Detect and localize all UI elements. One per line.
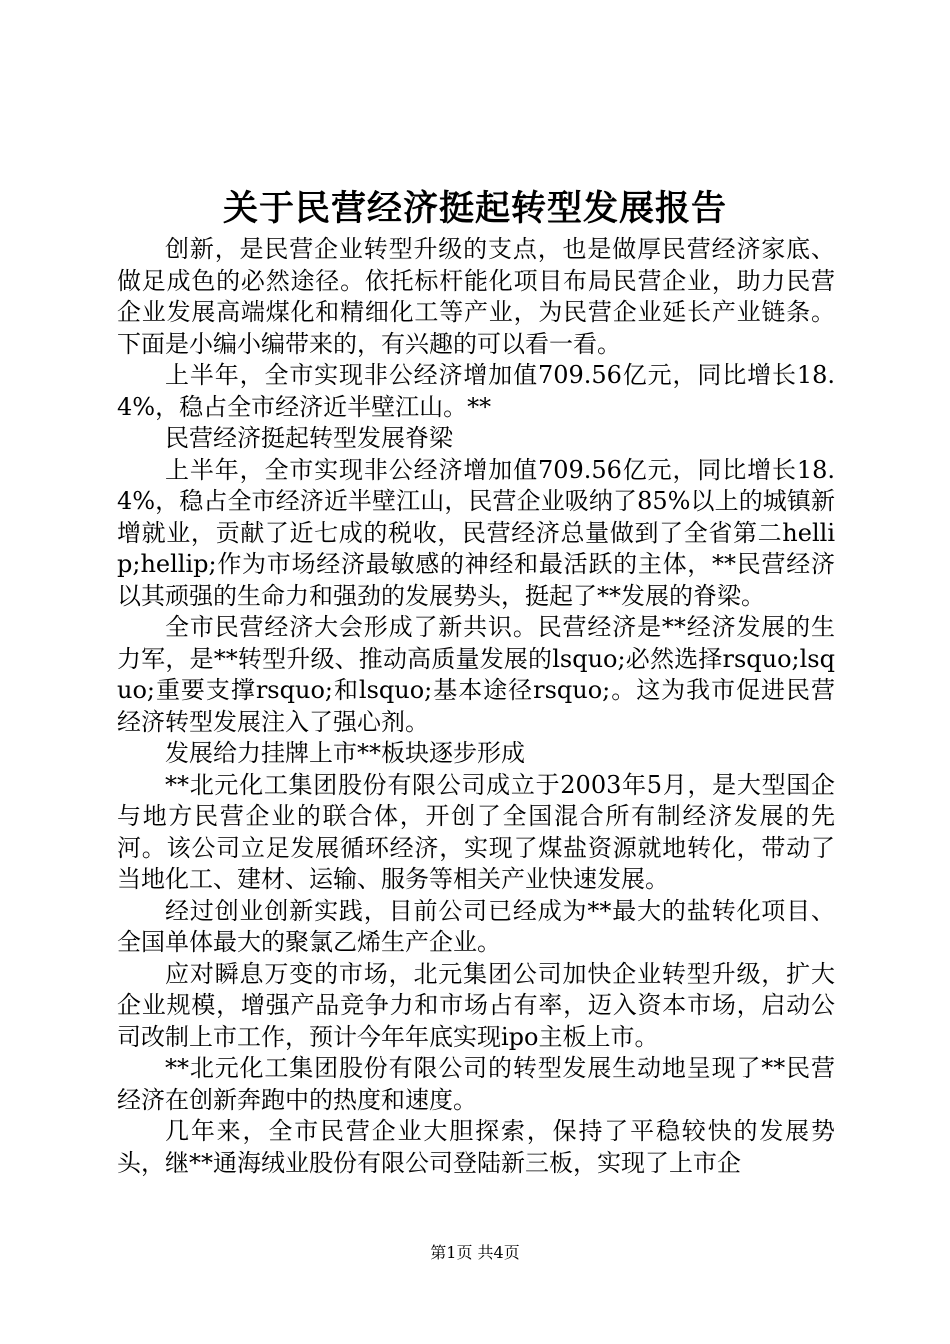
section-heading-listing: 发展给力挂牌上市**板块逐步形成 [165,739,525,767]
document-body [117,234,835,1179]
paragraph-beiyuan-intro: **北元化工集团股份有限公司成立于2003年5月，是大型国企与地方民营企业的联合体，开创了全国混合所有制经济发展的先河。该公司立足发展循环经济，实现了煤盐资源就地转化，带动了当地化工、建材、运输、服务等相关产业快速发展。 [117,770,835,893]
paragraph-beiyuan-practice: 经过创业创新实践，目前公司已经成为**最大的盐转化项目、全国单体最大的聚氯乙烯生产企业。 [117,896,835,956]
paragraph-recent-years: 几年来，全市民营企业大胆探索，保持了平稳较快的发展势头，继**通海绒业股份有限公司登陆新三板，实现了上市企 [117,1117,835,1177]
paragraph-intro: 创新，是民营企业转型升级的支点，也是做厚民营经济家底、做足成色的必然途径。依托标杆能化项目布局民营企业，助力民营企业发展高端煤化和精细化工等产业，为民营企业延长产业链条。下面是小编小编带来的，有兴趣的可以看一看。 [117,235,835,358]
document-title: 关于民营经济挺起转型发展报告 [222,188,727,229]
section-heading-backbone: 民营经济挺起转型发展脊梁 [165,424,453,452]
paragraph-beiyuan-market: 应对瞬息万变的市场，北元集团公司加快企业转型升级，扩大企业规模，增强产品竞争力和市场占有率，迈入资本市场，启动公司改制上市工作，预计今年年底实现ipo主板上市。 [117,959,835,1051]
paragraph-summary: 上半年，全市实现非公经济增加值709.56亿元，同比增长18.4%，稳占全市经济近半壁江山。** [117,361,835,421]
paragraph-beiyuan-transformation: **北元化工集团股份有限公司的转型发展生动地呈现了**民营经济在创新奔跑中的热度和速度。 [117,1054,835,1114]
paragraph-consensus: 全市民营经济大会形成了新共识。民营经济是**经济发展的生力军，是**转型升级、推动高质量发展的lsquo;必然选择rsquo;lsquo;重要支撑rsquo;和lsquo;基本途径rsquo;。这为我市促进民营经济转型发展注入了强心剂。 [117,613,835,736]
paragraph-backbone: 上半年，全市实现非公经济增加值709.56亿元，同比增长18.4%，稳占全市经济近半壁江山，民营企业吸纳了85%以上的城镇新增就业，贡献了近七成的税收，民营经济总量做到了全省第二hellip;hellip;作为市场经济最敏感的神经和最活跃的主体，**民营经济以其顽强的生命力和强劲的发展势头，挺起了**发展的脊梁。 [117,455,835,610]
page-footer: 第1页 共4页 [430,1243,520,1262]
